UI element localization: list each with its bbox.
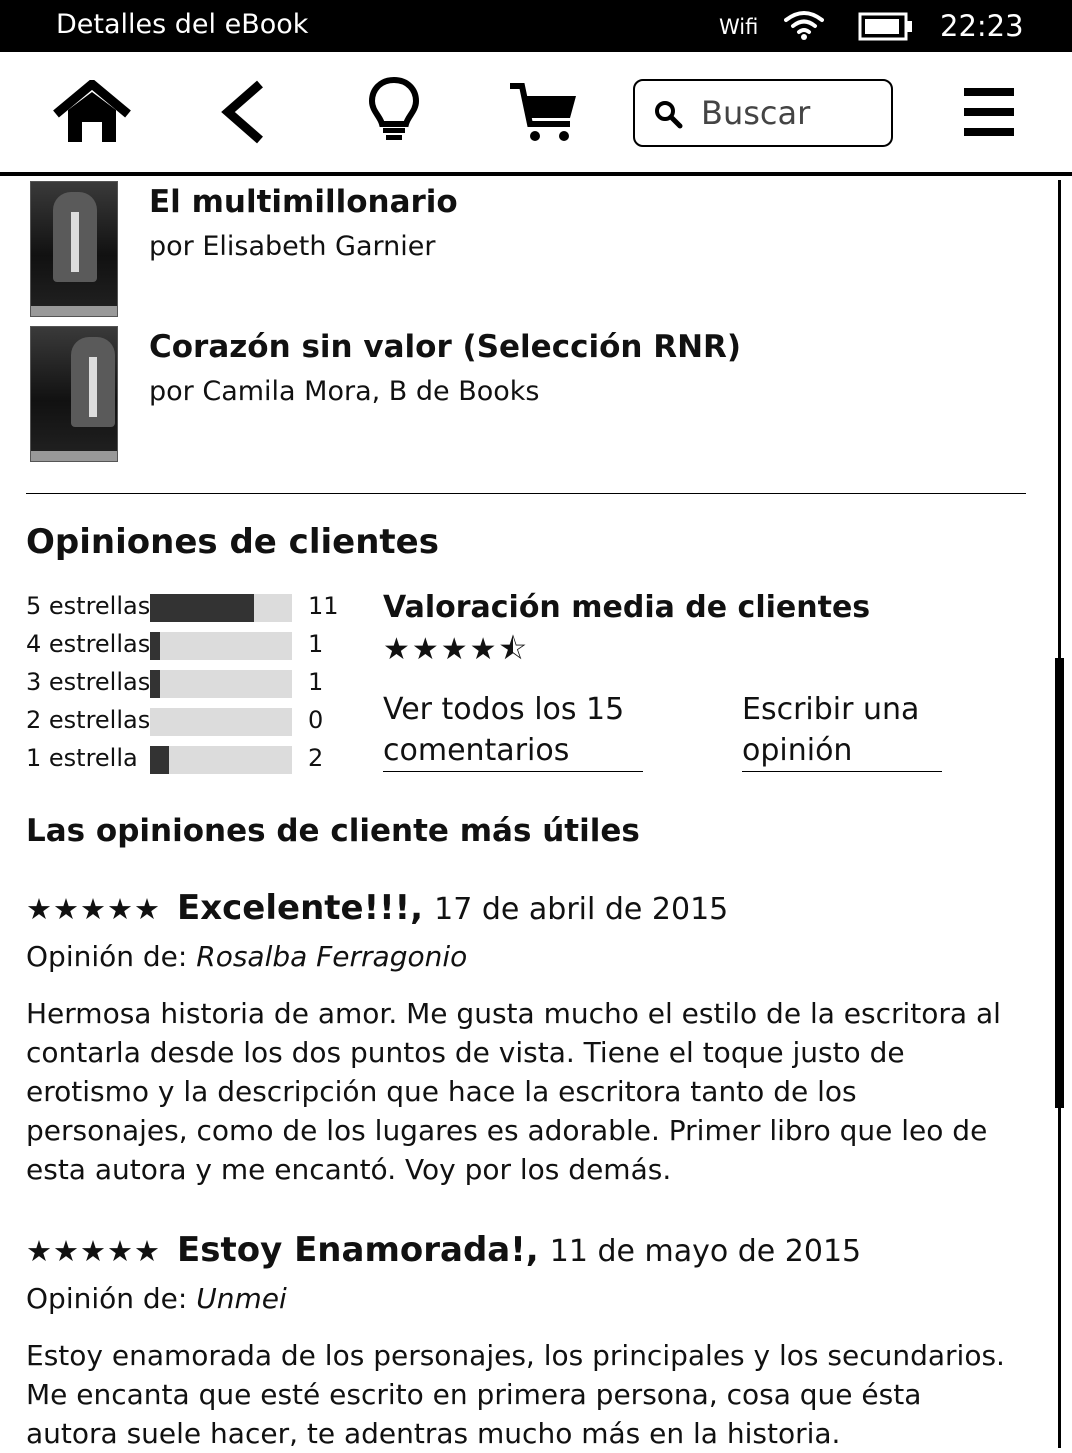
- histogram-row[interactable]: [26, 742, 346, 776]
- book-author: por Camila Mora, B de Books: [149, 376, 540, 407]
- review-author: Rosalba Ferragonio: [196, 940, 468, 973]
- histogram-bar: [150, 632, 292, 660]
- search-input[interactable]: [701, 91, 881, 135]
- lightbulb-icon: [368, 76, 420, 142]
- histogram-bar: [150, 746, 292, 774]
- review-stars-icon: ★★★★★: [26, 1234, 161, 1268]
- write-review-link[interactable]: [742, 689, 942, 772]
- histogram-bar: [150, 708, 292, 736]
- histogram-label: 3 estrellas: [26, 668, 151, 696]
- review-title: Estoy Enamorada!,: [177, 1230, 539, 1270]
- clock: 22:23: [940, 9, 1024, 43]
- search-icon: [653, 99, 683, 129]
- light-button[interactable]: [368, 76, 420, 146]
- histogram-label: 2 estrellas: [26, 706, 151, 734]
- book-title[interactable]: Corazón sin valor (Selección RNR): [149, 329, 742, 365]
- review-by-label: Opinión de:: [26, 940, 188, 973]
- review-date: 11 de mayo de 2015: [549, 1234, 862, 1269]
- book-author: por Elisabeth Garnier: [149, 231, 436, 262]
- histogram-label: 4 estrellas: [26, 630, 151, 658]
- review-byline: [26, 940, 467, 973]
- histogram-row[interactable]: [26, 704, 346, 738]
- review-body: Estoy enamorada de los personajes, los principales y los secundarios. Me encanta que esté escrito en primera persona, cosa que ésta autora suele hacer, te adentras mucho más en la historia.: [26, 1339, 1005, 1450]
- histogram-bar-fill: [150, 670, 160, 698]
- cart-icon: [508, 80, 580, 144]
- histogram-bar-fill: [150, 746, 169, 774]
- histogram-label: 5 estrellas: [26, 592, 151, 620]
- toolbar: [0, 52, 1072, 176]
- wifi-signal-icon: [784, 10, 824, 44]
- write-review-text[interactable]: Escribir una opinión: [742, 689, 942, 772]
- average-rating-stars-icon: ★★★★⯪: [383, 632, 529, 667]
- review-stars-icon: ★★★★★: [26, 892, 161, 926]
- back-icon: [218, 80, 268, 144]
- book-cover-image: [30, 181, 118, 317]
- histogram-count: 1: [308, 668, 324, 696]
- search-box[interactable]: [633, 79, 893, 147]
- histogram-bar: [150, 670, 292, 698]
- status-bar: [0, 0, 1072, 52]
- menu-icon: [964, 88, 1016, 138]
- section-divider: [26, 493, 1026, 494]
- histogram-row[interactable]: [26, 666, 346, 700]
- review-by-label: Opinión de:: [26, 1282, 188, 1315]
- histogram-count: 0: [308, 706, 324, 734]
- histogram-count: 1: [308, 630, 324, 658]
- review-author: Unmei: [196, 1282, 287, 1315]
- histogram-count: 2: [308, 744, 324, 772]
- back-button[interactable]: [218, 80, 268, 148]
- review-title: Excelente!!!,: [177, 888, 424, 928]
- wifi-label: Wifi: [719, 15, 759, 39]
- book-cover-image: [30, 326, 118, 462]
- review-date: 17 de abril de 2015: [434, 892, 729, 927]
- histogram-row[interactable]: [26, 590, 346, 624]
- histogram-bar-fill: [150, 632, 160, 660]
- review-body: Hermosa historia de amor. Me gusta mucho el estilo de la escritora al contarla desde los dos puntos de vista. Tiene el toque justo de erotismo y la descripción que hace la escritora tanto de los personajes, como de los lugares es adorable. Primer libro que leo de esta autora y me encantó. Voy por los demás.: [26, 997, 1001, 1186]
- average-rating-label: Valoración media de clientes: [383, 590, 871, 625]
- home-button[interactable]: [52, 80, 132, 148]
- histogram-count: 11: [308, 592, 339, 620]
- histogram-row[interactable]: [26, 628, 346, 662]
- book-title[interactable]: El multimillonario: [149, 184, 458, 220]
- histogram-label: 1 estrella: [26, 744, 138, 772]
- reviews-heading: Opiniones de clientes: [26, 522, 439, 562]
- review-byline: [26, 1282, 287, 1315]
- histogram-bar: [150, 594, 292, 622]
- helpful-reviews-heading: Las opiniones de cliente más útiles: [26, 813, 640, 849]
- menu-button[interactable]: [964, 88, 1016, 142]
- see-all-reviews-link[interactable]: [383, 689, 643, 772]
- see-all-reviews-text[interactable]: Ver todos los 15 comentarios: [383, 689, 643, 772]
- home-icon: [52, 80, 132, 144]
- scrollbar-thumb[interactable]: [1055, 658, 1064, 1108]
- screen-title: Detalles del eBook: [56, 9, 309, 40]
- battery-icon: [858, 12, 914, 46]
- histogram-bar-fill: [150, 594, 254, 622]
- cart-button[interactable]: [508, 80, 580, 148]
